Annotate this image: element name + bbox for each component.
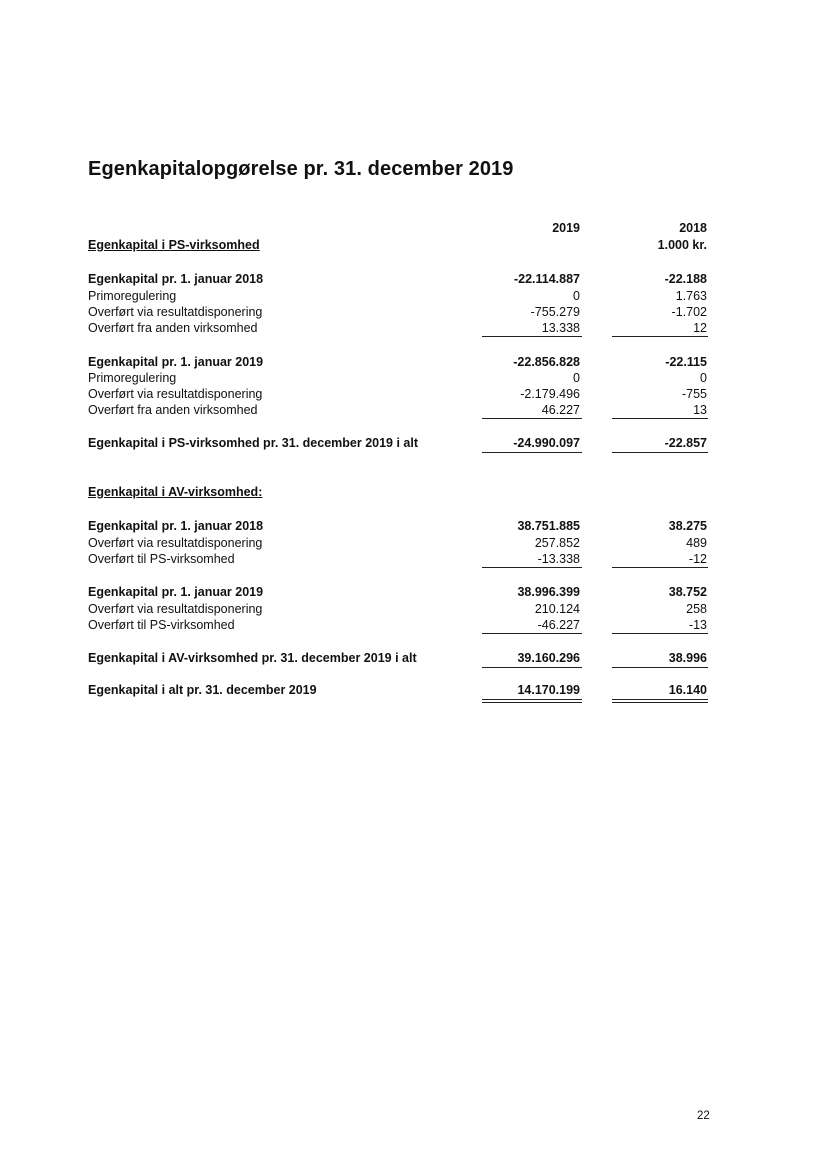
subtotal-rule bbox=[612, 418, 708, 419]
table-row bbox=[88, 304, 710, 320]
grand-total-double-rule bbox=[612, 702, 708, 703]
value-2018: 489 bbox=[686, 536, 707, 550]
column-header-row bbox=[88, 220, 710, 236]
table-row bbox=[88, 551, 710, 567]
subtotal-rule bbox=[482, 336, 582, 337]
column-header-2019: 2019 bbox=[552, 221, 580, 235]
value-2018: -755 bbox=[681, 387, 707, 401]
value-2019: 38.996.399 bbox=[517, 585, 580, 599]
value-2019: -24.990.097 bbox=[513, 436, 580, 450]
value-2018: 12 bbox=[693, 321, 707, 335]
value-2019: 13.338 bbox=[541, 321, 580, 335]
grand-total-row bbox=[88, 682, 710, 698]
subtotal-rule bbox=[612, 336, 708, 337]
value-2018: 1.763 bbox=[675, 289, 707, 303]
table-row bbox=[88, 271, 710, 287]
total-rule bbox=[612, 667, 708, 668]
value-2019: -46.227 bbox=[537, 618, 580, 632]
grand-total-double-rule bbox=[612, 699, 708, 700]
value-2018: 258 bbox=[686, 602, 707, 616]
value-2018: -22.188 bbox=[664, 272, 707, 286]
table-row bbox=[88, 601, 710, 617]
total-rule bbox=[482, 452, 582, 453]
table-row bbox=[88, 386, 710, 402]
table-row bbox=[88, 617, 710, 633]
table-row bbox=[88, 288, 710, 304]
row-label: Egenkapital pr. 1. januar 2018 bbox=[88, 272, 264, 286]
row-label: Egenkapital i AV-virksomhed pr. 31. december 2019 i alt bbox=[88, 651, 417, 665]
value-2019: 257.852 bbox=[534, 536, 580, 550]
grand-total-double-rule bbox=[482, 702, 582, 703]
av-section-heading-row bbox=[88, 484, 710, 500]
row-label: Primoregulering bbox=[88, 371, 177, 385]
value-2019: 38.751.885 bbox=[517, 519, 580, 533]
value-2019: -22.114.887 bbox=[513, 272, 580, 286]
value-2019: 0 bbox=[573, 289, 580, 303]
ps-section-heading: Egenkapital i PS-virksomhed bbox=[88, 238, 260, 252]
ps-section-heading-row bbox=[88, 237, 710, 253]
value-2018: -12 bbox=[688, 552, 707, 566]
row-label: Overført fra anden virksomhed bbox=[88, 321, 258, 335]
value-2018: 38.275 bbox=[668, 519, 707, 533]
value-2019: -755.279 bbox=[530, 305, 580, 319]
table-row bbox=[88, 320, 710, 336]
table-row bbox=[88, 435, 710, 451]
table-row bbox=[88, 584, 710, 600]
value-2019: -22.856.828 bbox=[513, 355, 580, 369]
value-2019: 210.124 bbox=[534, 602, 580, 616]
row-label: Overført via resultatdisponering bbox=[88, 602, 263, 616]
row-label: Overført via resultatdisponering bbox=[88, 536, 263, 550]
table-row bbox=[88, 370, 710, 386]
value-2018: -22.115 bbox=[665, 355, 707, 369]
row-label: Overført via resultatdisponering bbox=[88, 387, 263, 401]
value-2018: -1.702 bbox=[671, 305, 707, 319]
value-2018: 0 bbox=[700, 371, 707, 385]
total-rule bbox=[612, 452, 708, 453]
value-2019: 39.160.296 bbox=[517, 651, 580, 665]
value-2018: 38.752 bbox=[668, 585, 707, 599]
table-row bbox=[88, 354, 710, 370]
subtotal-rule bbox=[482, 567, 582, 568]
row-label: Egenkapital pr. 1. januar 2018 bbox=[88, 519, 264, 533]
table-row bbox=[88, 535, 710, 551]
value-2019: 46.227 bbox=[541, 403, 580, 417]
table-row bbox=[88, 402, 710, 418]
value-2018: -22.857 bbox=[664, 436, 707, 450]
row-label: Overført til PS-virksomhed bbox=[88, 552, 235, 566]
value-2018: -13 bbox=[688, 618, 707, 632]
page-number: 22 bbox=[697, 1110, 710, 1122]
page-title: Egenkapitalopgørelse pr. 31. december 2019 bbox=[88, 158, 514, 180]
row-label: Overført til PS-virksomhed bbox=[88, 618, 235, 632]
row-label: Egenkapital pr. 1. januar 2019 bbox=[88, 585, 264, 599]
table-row bbox=[88, 518, 710, 534]
value-2019: -2.179.496 bbox=[520, 387, 580, 401]
value-2019: 0 bbox=[573, 371, 580, 385]
av-section-heading: Egenkapital i AV-virksomhed: bbox=[88, 485, 263, 499]
row-label: Overført via resultatdisponering bbox=[88, 305, 263, 319]
value-2019: 14.170.199 bbox=[517, 683, 580, 697]
row-label: Primoregulering bbox=[88, 289, 177, 303]
row-label: Egenkapital i PS-virksomhed pr. 31. december 2019 i alt bbox=[88, 436, 419, 450]
row-label: Egenkapital pr. 1. januar 2019 bbox=[88, 355, 264, 369]
value-2019: -13.338 bbox=[537, 552, 580, 566]
subtotal-rule bbox=[612, 567, 708, 568]
value-2018: 13 bbox=[693, 403, 707, 417]
subtotal-rule bbox=[612, 633, 708, 634]
value-2018: 38.996 bbox=[668, 651, 707, 665]
row-label: Overført fra anden virksomhed bbox=[88, 403, 258, 417]
value-2018: 16.140 bbox=[668, 683, 707, 697]
table-row bbox=[88, 650, 710, 666]
total-rule bbox=[482, 667, 582, 668]
subtotal-rule bbox=[482, 418, 582, 419]
unit-label: 1.000 kr. bbox=[657, 238, 707, 252]
subtotal-rule bbox=[482, 633, 582, 634]
row-label: Egenkapital i alt pr. 31. december 2019 bbox=[88, 683, 317, 697]
grand-total-double-rule bbox=[482, 699, 582, 700]
column-header-2018: 2018 bbox=[679, 221, 707, 235]
